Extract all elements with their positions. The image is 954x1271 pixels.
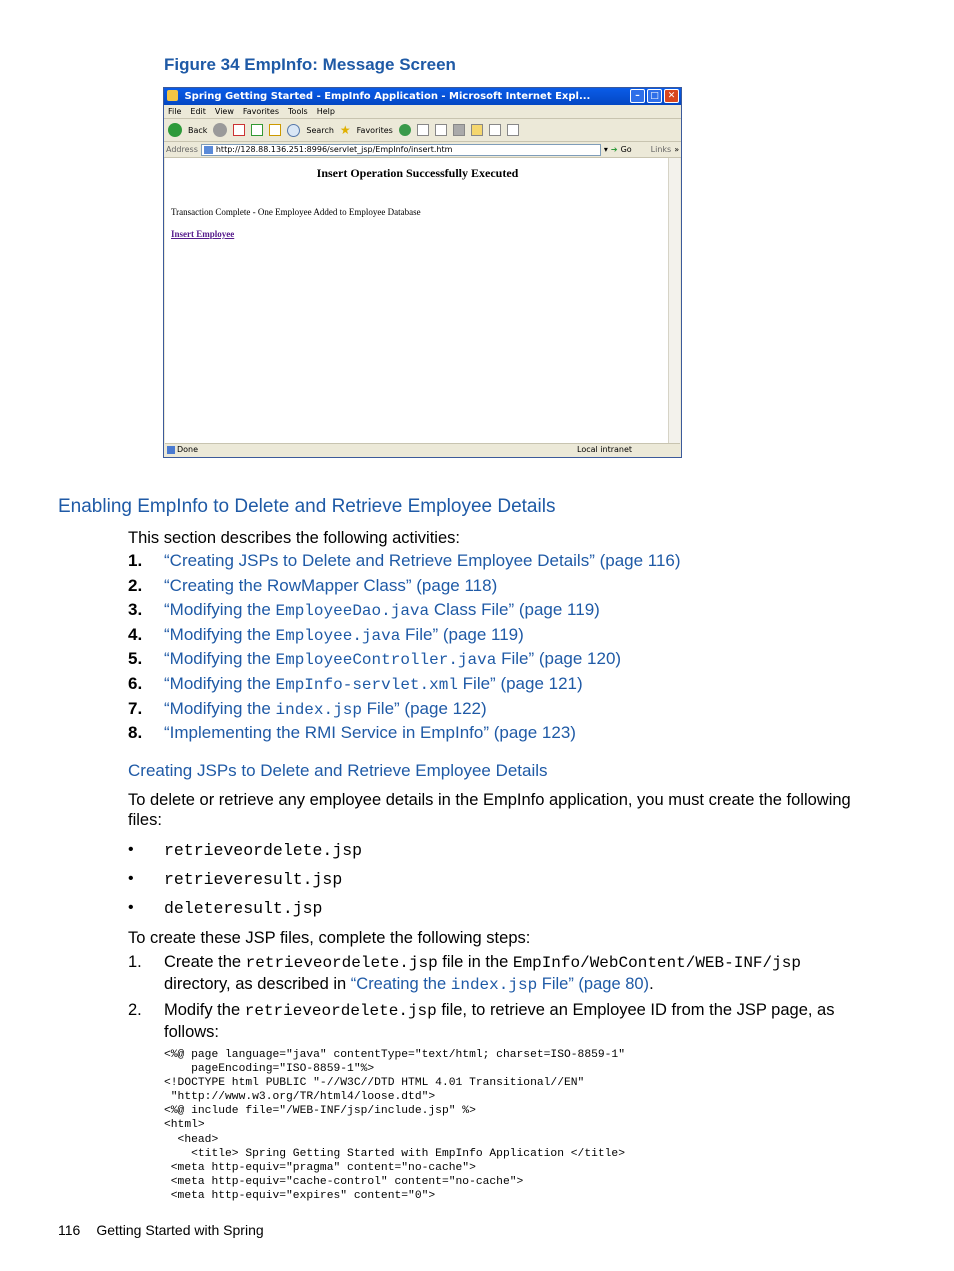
menu-view[interactable]: View — [214, 107, 234, 116]
dropdown-arrow-icon[interactable]: ▾ — [603, 145, 608, 154]
favorites-label[interactable]: Favorites — [356, 125, 393, 135]
creating-index-jsp-link[interactable]: “Creating the index.jsp File” (page 80) — [350, 974, 650, 994]
search-label[interactable]: Search — [306, 125, 334, 135]
page-footer — [58, 1222, 264, 1238]
star-icon[interactable]: ★ — [339, 123, 351, 137]
close-icon[interactable]: ✕ — [664, 89, 679, 103]
mail-icon[interactable] — [417, 124, 429, 136]
address-url: http://128.88.136.251:8996/servlet_jsp/EmpInfo/insert.htm — [215, 144, 453, 154]
back-arrow-icon[interactable] — [168, 123, 182, 137]
research-icon[interactable] — [507, 124, 519, 136]
subsection-heading: Creating JSPs to Delete and Retrieve Employee Details — [128, 761, 548, 780]
browser-title: Spring Getting Started - EmpInfo Application - Microsoft Internet Expl... — [184, 91, 591, 102]
browser-title-bar — [164, 88, 681, 105]
print-icon[interactable] — [435, 124, 447, 136]
steps-intro: To create these JSP files, complete the following steps: — [128, 929, 531, 947]
code-listing: <%@ page language="java" contentType="text/html; charset=ISO-8859-1" pageEncoding="ISO-8859-1"%> <!DOCTYPE html PUBLIC "-//W3C//DTD HTML 4.01 Transitional//EN" "http://www.w3.org/TR/html4/loose.dtd"> <%@ include file="/WEB-INF/jsp/include.jsp" %> <html> <head> <title> Spring Getting Started with EmpInfo Application </title> <meta http-equiv="pragma" content="no-cache"> <meta http-equiv="cache-control" content="no-cache"> <meta http-equiv="expires" content="0"> — [164, 1049, 625, 1202]
stop-icon[interactable] — [233, 124, 245, 136]
subsection-intro: To delete or retrieve any employee details in the EmpInfo application, you must create the following files: — [128, 791, 851, 829]
menu-help[interactable]: Help — [316, 107, 335, 116]
search-icon[interactable] — [287, 124, 300, 137]
menu-favorites[interactable]: Favorites — [242, 107, 280, 116]
address-label: Address — [166, 145, 198, 154]
page-icon — [204, 146, 213, 154]
go-label[interactable]: Go — [620, 145, 632, 154]
footer-title: Getting Started with Spring — [96, 1222, 264, 1238]
back-label[interactable]: Back — [188, 125, 208, 135]
vertical-scrollbar[interactable] — [668, 158, 680, 444]
edit-icon[interactable] — [453, 124, 465, 136]
section-heading: Enabling EmpInfo to Delete and Retrieve Employee Details — [58, 496, 556, 517]
menu-edit[interactable]: Edit — [190, 107, 206, 116]
insert-employee-link[interactable]: Insert Employee — [171, 229, 235, 239]
figure-caption: Figure 34 EmpInfo: Message Screen — [164, 55, 456, 74]
address-input[interactable] — [201, 144, 601, 156]
menu-file[interactable]: File — [168, 107, 182, 116]
forward-arrow-icon[interactable] — [213, 123, 227, 137]
chevron-right-icon[interactable]: » — [674, 145, 680, 154]
ie-logo-icon — [167, 90, 178, 101]
done-icon — [167, 446, 175, 454]
page-number: 116 — [58, 1222, 81, 1238]
page-message: Transaction Complete - One Employee Added to Employee Database — [171, 207, 421, 217]
maximize-icon[interactable]: □ — [647, 89, 662, 103]
status-done: Done — [177, 445, 199, 454]
browser-menu-bar — [164, 105, 681, 119]
step-2: 2. Modify the retrieveordelete.jsp file, to retrieve an Employee ID from the JSP page, as follows: — [128, 1001, 835, 1041]
step-1: 1. Create the retrieveordelete.jsp file in the EmpInfo/WebContent/WEB-INF/jsp directory, as described in “Creating the index.jsp File” (page 80). — [128, 953, 801, 994]
home-icon[interactable] — [269, 124, 281, 136]
folder-icon[interactable] — [471, 124, 483, 136]
go-arrow-icon[interactable]: ➔ — [610, 145, 618, 154]
steps-list — [128, 952, 868, 1042]
links-label[interactable]: Links — [650, 145, 672, 154]
section-intro: This section describes the following activities: — [128, 529, 460, 547]
media-icon[interactable] — [399, 124, 411, 136]
browser-toolbar — [164, 119, 681, 142]
browser-page-content — [165, 158, 670, 444]
minimize-icon[interactable]: – — [630, 89, 645, 103]
refresh-icon[interactable] — [251, 124, 263, 136]
status-bar — [165, 443, 680, 456]
menu-tools[interactable]: Tools — [288, 107, 308, 116]
address-bar — [164, 142, 681, 158]
status-zone: Local intranet — [577, 445, 633, 454]
messenger-icon[interactable] — [489, 124, 501, 136]
page-heading: Insert Operation Successfully Executed — [316, 166, 519, 180]
browser-screenshot — [163, 87, 682, 458]
